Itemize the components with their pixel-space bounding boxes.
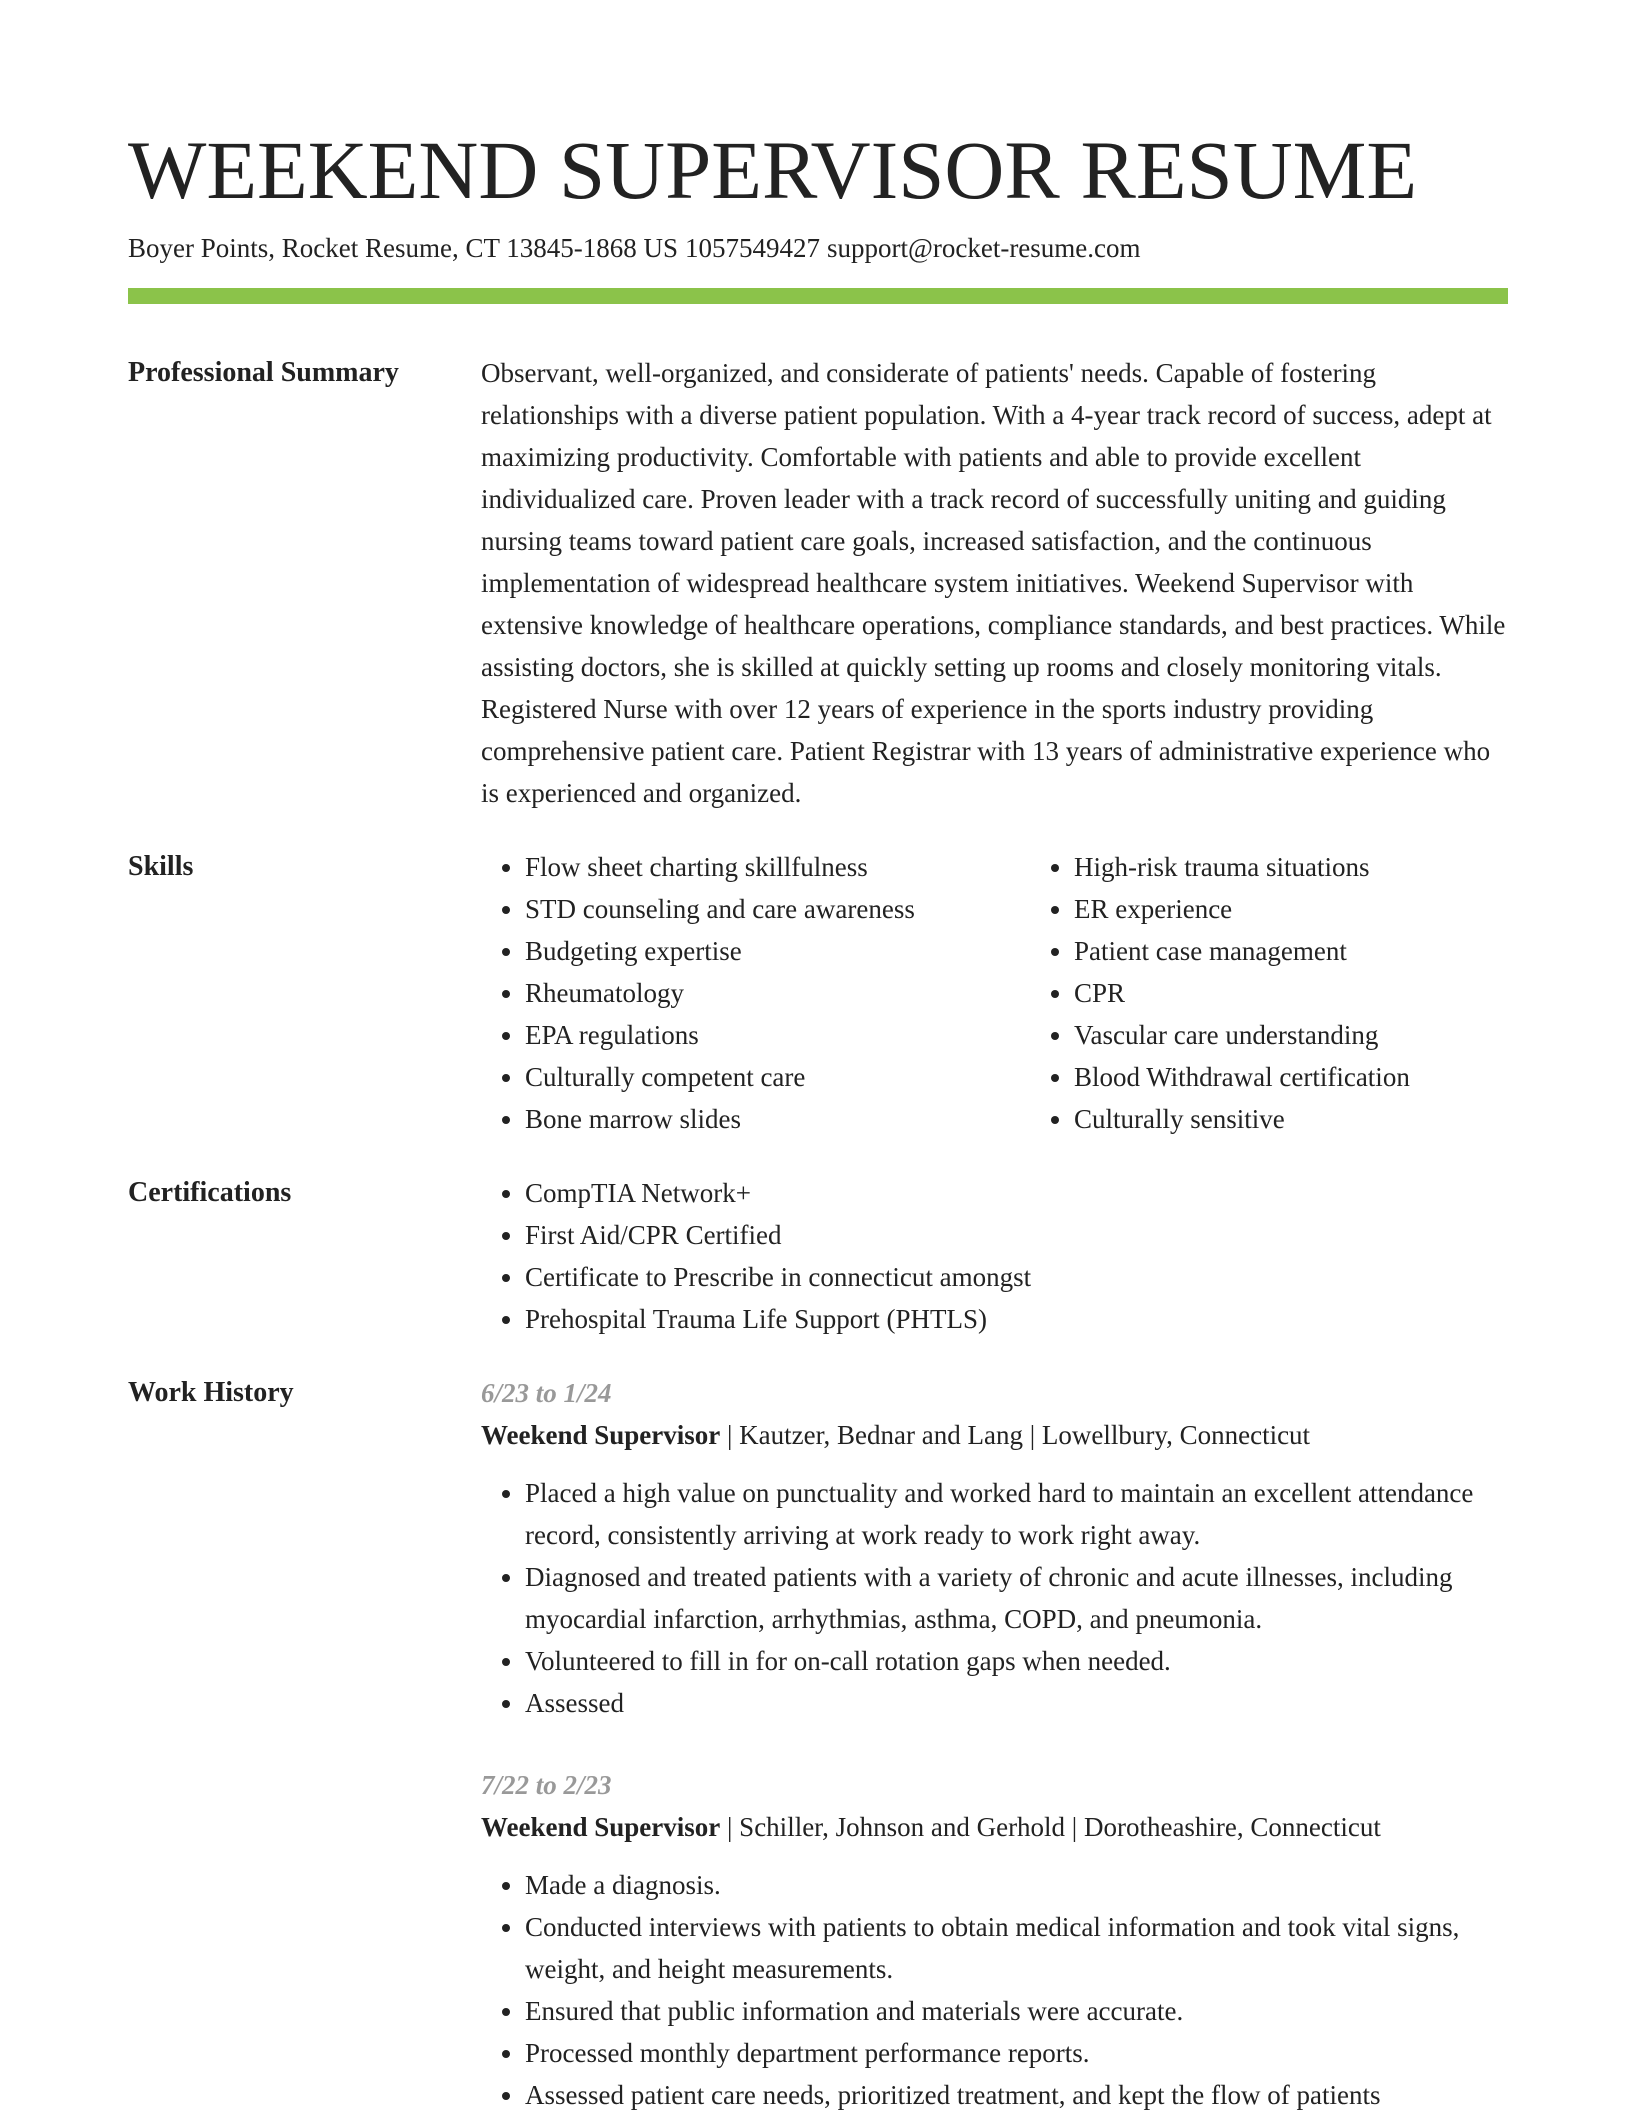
summary-section <box>128 352 1508 814</box>
list-item: • Assessed <box>525 1682 1508 1724</box>
list-item: • Made a diagnosis. <box>525 1864 1508 1906</box>
job-header <box>481 1414 1508 1456</box>
list-item: • Processed monthly department performance reports. <box>525 2032 1508 2074</box>
skills-section <box>128 846 1508 1140</box>
skills-columns <box>481 846 1579 1140</box>
list-item: • Volunteered to fill in for on-call rotation gaps when needed. <box>525 1640 1508 1682</box>
list-item: • Bone marrow slides <box>525 1098 1030 1140</box>
list-item: • CPR <box>1074 972 1579 1014</box>
skills-list-left <box>481 846 1030 1140</box>
job-dates: 7/22 to 2/23 <box>481 1770 612 1800</box>
section-title-work-history: Work History <box>128 1377 294 1408</box>
list-item: • Culturally sensitive <box>1074 1098 1579 1140</box>
list-item: • Certificate to Prescribe in connecticut amongst <box>525 1256 1508 1298</box>
list-item: • ER experience <box>1074 888 1579 930</box>
list-item: • Vascular care understanding <box>1074 1014 1579 1056</box>
list-item: • Assessed patient care needs, prioritized treatment, and kept the flow of patients <box>525 2074 1508 2116</box>
page-title: WEEKEND SUPERVISOR RESUME <box>128 124 1418 216</box>
contact-email: support@rocket-resume.com <box>827 233 1141 263</box>
work-history-section <box>128 1372 1508 2116</box>
list-item: • Flow sheet charting skillfulness <box>525 846 1030 888</box>
section-title-certifications: Certifications <box>128 1177 292 1208</box>
list-item: • First Aid/CPR Certified <box>525 1214 1508 1256</box>
list-item: • Diagnosed and treated patients with a variety of chronic and acute illnesses, including myocardial infarction, arrhythmias, asthma, COPD, and pneumonia. <box>525 1556 1508 1640</box>
skills-list-right <box>1030 846 1579 1140</box>
contact-line <box>128 228 1508 268</box>
job-details: | Kautzer, Bednar and Lang | Lowellbury, Connecticut <box>720 1420 1311 1450</box>
list-item: • Blood Withdrawal certification <box>1074 1056 1579 1098</box>
list-item: • EPA regulations <box>525 1014 1030 1056</box>
list-item: • Patient case management <box>1074 930 1579 972</box>
resume-page <box>128 120 1508 2116</box>
certifications-body <box>481 1172 1508 1340</box>
summary-body <box>481 352 1508 814</box>
list-item: • CompTIA Network+ <box>525 1172 1508 1214</box>
list-item: • STD counseling and care awareness <box>525 888 1030 930</box>
section-title-skills: Skills <box>128 851 194 882</box>
list-item: • Prehospital Trauma Life Support (PHTLS) <box>525 1298 1508 1340</box>
certifications-list <box>481 1172 1508 1340</box>
contact-address: Boyer Points, Rocket Resume, CT 13845-1868 US <box>128 233 678 263</box>
job-role: Weekend Supervisor <box>481 1812 721 1842</box>
list-item: • Culturally competent care <box>525 1056 1030 1098</box>
job-header <box>481 1806 1508 1848</box>
list-item: • Rheumatology <box>525 972 1030 1014</box>
work-history-body <box>481 1372 1508 2116</box>
list-item: • Budgeting expertise <box>525 930 1030 972</box>
certifications-section <box>128 1172 1508 1340</box>
job-bullets <box>481 1472 1508 1724</box>
job-dates: 6/23 to 1/24 <box>481 1378 612 1408</box>
list-item: • Ensured that public information and materials were accurate. <box>525 1990 1508 2032</box>
job-details: | Schiller, Johnson and Gerhold | Dorotheashire, Connecticut <box>720 1812 1381 1842</box>
accent-divider <box>128 288 1508 304</box>
job-entry <box>481 1372 1508 1724</box>
job-bullets <box>481 1864 1508 2116</box>
job-role: Weekend Supervisor <box>481 1420 721 1450</box>
list-item: • Conducted interviews with patients to obtain medical information and took vital signs, weight, and height measurements. <box>525 1906 1508 1990</box>
summary-text: Observant, well-organized, and considerate of patients' needs. Capable of fostering relationships with a diverse patient population. With a 4-year track record of success, adept at maximizing productivity. Comfortable with patients and able to provide excellent individualized care. Proven leader with a track record of successfully uniting and guiding nursing teams toward patient care goals, increased satisfaction, and the continuous implementation of widespread healthcare system initiatives. Weekend Supervisor with extensive knowledge of healthcare operations, compliance standards, and best practices. While assisting doctors, she is skilled at quickly setting up rooms and closely monitoring vitals. Registered Nurse with over 12 years of experience in the sports industry providing comprehensive patient care. Patient Registrar with 13 years of administrative experience who is experienced and organized. <box>481 358 1506 808</box>
contact-phone: 1057549427 <box>685 233 820 263</box>
section-title-summary: Professional Summary <box>128 357 399 388</box>
list-item: • Placed a high value on punctuality and worked hard to maintain an excellent attendance record, consistently arriving at work ready to work right away. <box>525 1472 1508 1556</box>
list-item: • High-risk trauma situations <box>1074 846 1579 888</box>
job-entry <box>481 1764 1508 2116</box>
